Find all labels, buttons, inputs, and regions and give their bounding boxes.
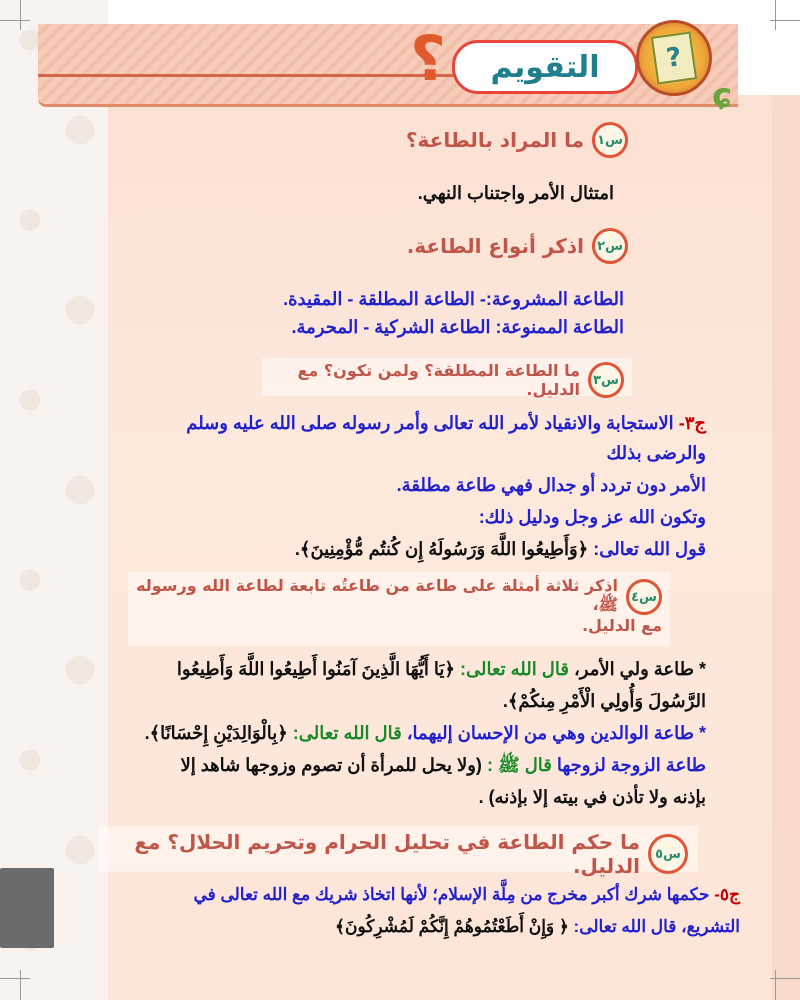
question-badge: س٤: [626, 579, 662, 615]
section-title: التقويم: [490, 49, 600, 85]
crop-mark: [20, 0, 21, 30]
verse-label: قول الله تعالى:: [593, 539, 706, 559]
verse-text: ﴿ وَإِنْ أَطَعْتُمُوهُمْ إِنَّكُمْ لَمُشْرِكُونَ﴾: [335, 917, 569, 936]
verse-text: ﴿بِالْوَالِدَيْنِ إِحْسَانًا﴾.: [144, 723, 288, 743]
quote-label: قال ﷺ :: [486, 755, 552, 775]
question-text: ما المراد بالطاعة؟: [405, 128, 584, 152]
answer-prefix: ج٥-: [714, 885, 740, 904]
question-badge: س١: [592, 122, 628, 158]
item-text: * طاعة الوالدين وهي من الإحسان إليهما،: [406, 723, 706, 743]
question-badge: س٢: [592, 228, 628, 264]
item-text: * طاعة ولي الأمر،: [573, 659, 706, 679]
question-5-box: [98, 826, 698, 878]
question-4-box: [128, 572, 670, 646]
crop-mark: [770, 20, 800, 21]
question-badge: س٥: [648, 834, 688, 874]
question-2: [407, 228, 628, 264]
answer-3-line4: وتكون الله عز وجل ودليل ذلك:: [478, 507, 706, 527]
question-1: [406, 122, 628, 158]
answer-4-item3-cont: بإذنه ولا تأذن في بيته إلا بإذنه) .: [478, 787, 706, 807]
section-title-pill: [452, 40, 638, 94]
answer-text: الاستجابة والانقياد لأمر الله تعالى وأمر رسوله صلى الله عليه وسلم: [186, 413, 674, 433]
question-5: [98, 830, 688, 878]
swirl-icon: ɕ: [712, 76, 733, 116]
verse-label: قال الله تعالى:: [460, 659, 569, 679]
question-text: اذكر أنواع الطاعة.: [406, 234, 584, 258]
paper-icon: ?: [651, 31, 697, 84]
crop-mark: [0, 978, 30, 979]
item-text: طاعة الزوجة لزوجها: [556, 755, 706, 775]
question-3-box: [262, 358, 632, 399]
answer-1: امتثال الأمر واجتناب النهي.: [417, 183, 614, 203]
answer-2-line1: الطاعة المشروعة:- الطاعة المطلقة - المقيدة.: [283, 289, 624, 309]
crop-mark: [775, 0, 776, 30]
answer-5-line2: [335, 914, 740, 940]
evaluation-logo-icon: [636, 20, 712, 96]
question-text: ما الطاعة المطلقة؟ ولمن تكون؟ مع الدليل.: [297, 361, 580, 399]
answer-4-item3: [180, 752, 706, 778]
crop-mark: [770, 978, 800, 979]
quote-text: (ولا يحل للمرأة أن تصوم وزوجها شاهد إلا: [180, 755, 482, 775]
verse-label: قال الله تعالى:: [292, 723, 402, 743]
left-pattern-margin: [0, 0, 108, 1000]
question-text-line2: مع الدليل.: [581, 616, 662, 635]
crop-mark: [0, 20, 30, 21]
answer-5-line1: [193, 882, 740, 908]
verse-text: ﴿يَا أَيُّهَا الَّذِينَ آمَنُوا أَطِيعُوا اللَّهَ وَأَطِيعُوا: [176, 659, 455, 679]
question-badge: س٣: [588, 362, 624, 398]
answer-2-line2: الطاعة الممنوعة: الطاعة الشركية - المحرمة.: [291, 317, 624, 337]
answer-3-line1: [186, 410, 706, 436]
answer-3-line2: والرضى بذلك: [606, 443, 706, 463]
answer-4-item1: [177, 656, 706, 682]
answer-prefix: ج٣-: [678, 413, 706, 433]
answer-4-item2: [145, 720, 706, 746]
crop-mark: [20, 970, 21, 1000]
crop-mark: [775, 970, 776, 1000]
question-text: اذكر ثلاثة أمثلة على طاعة من طاعتُه تابعة لطاعة الله ورسوله ﷺ،: [136, 576, 618, 614]
question-3: [262, 361, 624, 399]
answer-3-line3: الأمر دون تردد أو جدال فهي طاعة مطلقة.: [396, 475, 706, 495]
answer-text: حكمها شرك أكبر مخرج من مِلَّة الإسلام؛ لأنها اتخاذ شريك مع الله تعالى في: [193, 885, 710, 904]
answer-4-item1-cont: الرَّسُولَ وَأُولِي الْأَمْرِ مِنكُمْ﴾.: [502, 691, 706, 711]
question-4: [128, 576, 662, 618]
answer-3-line5: [295, 536, 706, 562]
header-rule: [38, 74, 458, 77]
verse-label: التشريع، قال الله تعالى:: [573, 917, 740, 936]
question-text: ما حكم الطاعة في تحليل الحرام وتحريم الحلال؟ مع الدليل.: [134, 830, 640, 878]
side-tab: [0, 868, 54, 948]
question-mark-icon: ؟: [410, 22, 446, 95]
right-edge-strip: [772, 95, 800, 1000]
verse-text: ﴿وَأَطِيعُوا اللَّهَ وَرَسُولَهُ إِن كُنتُم مُّؤْمِنِينَ﴾.: [294, 539, 589, 559]
